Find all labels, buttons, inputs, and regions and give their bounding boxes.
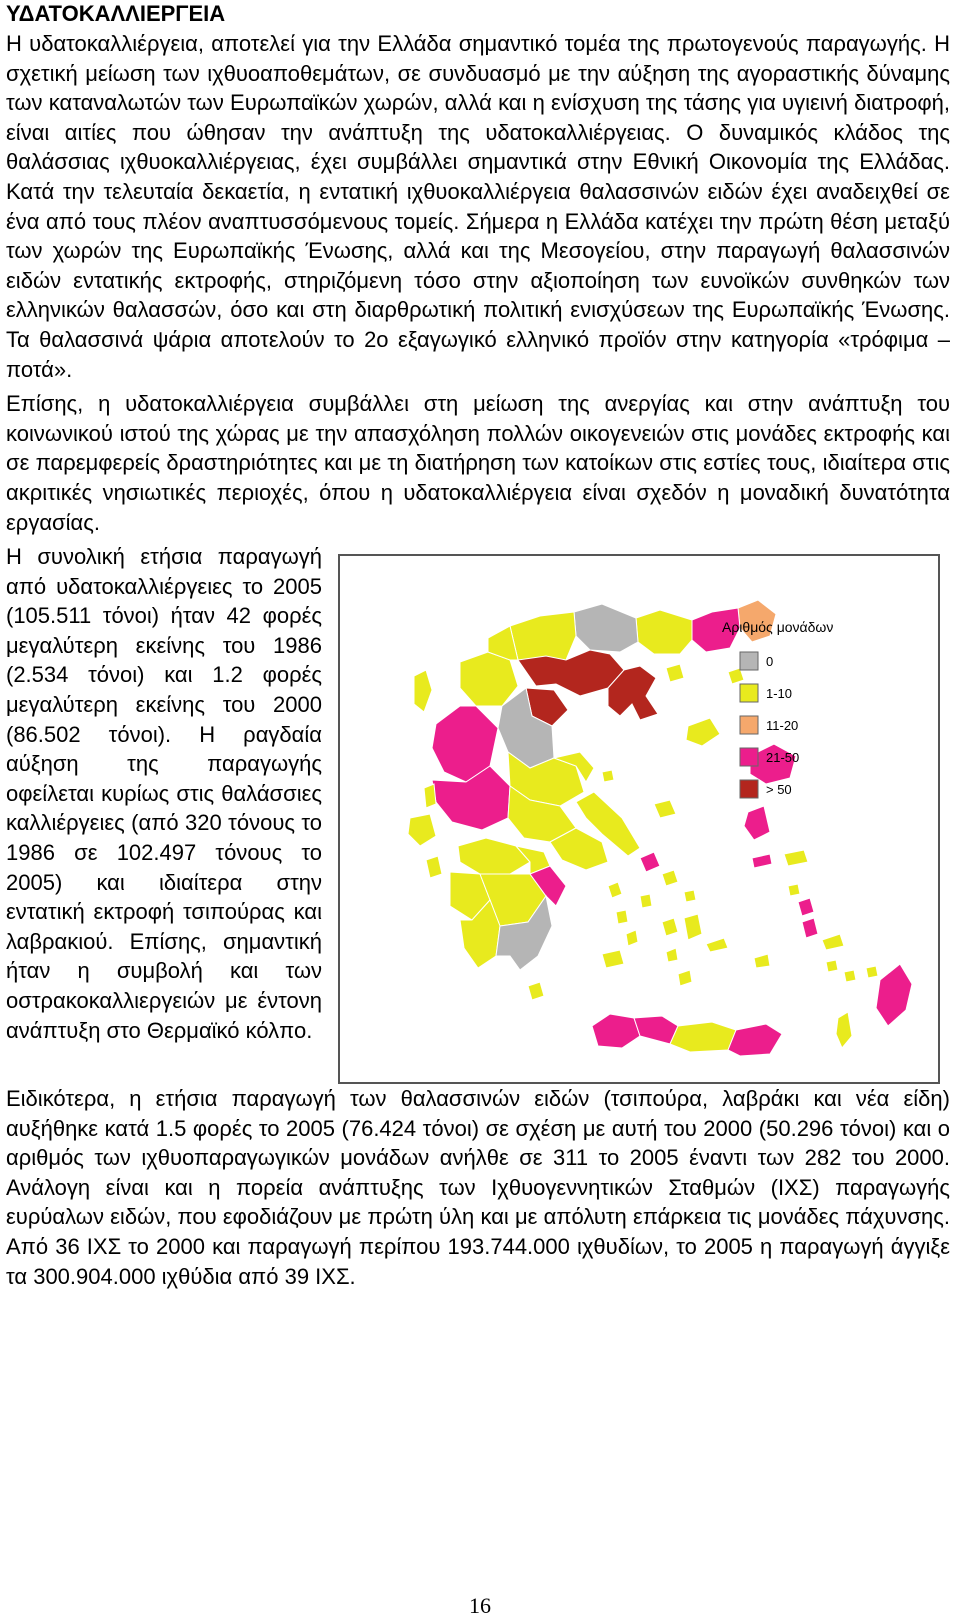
island-leros xyxy=(798,898,814,916)
greece-aquaculture-map xyxy=(338,554,940,1084)
island-karpathos xyxy=(836,1012,852,1048)
paragraph-production: Η συνολική ετήσια παραγωγή από υδατοκαλλιέργειες το 2005 (105.511 τόνοι) ήταν 42 φορές μεγαλύτερη εκείνης του 1986 (2.534 τόνοι) και 1.2 φορές μεγαλύτερη εκείνης του 2000 (86.502 τόνοι). Η ραγδαία αύξηση της παραγωγής οφείλεται κυρίως στις θαλάσσιες καλλιέργειες (από 320 τόνους το 1986 σε 102.497 τόνους το 2005) και ιδιαίτερα στην εντατική εκτροφή τσιπούρας και λαβρακιού. Επίσης, σημαντική ήταν η συμβολή και των οστρακοκαλλιεργειών με έντονη ανάπτυξη στο Θερμαϊκό κόλπο. xyxy=(6,544,322,1043)
island-lefkada xyxy=(424,784,436,808)
legend-swatch-2 xyxy=(740,716,758,734)
region-macedonia-central xyxy=(574,604,638,652)
island-symi xyxy=(866,966,878,978)
page-number: 16 xyxy=(469,1593,491,1618)
island-syros xyxy=(640,894,652,908)
region-crete-heraklion xyxy=(670,1022,736,1052)
island-thasos xyxy=(666,664,684,682)
island-andros xyxy=(640,852,660,872)
legend-label-1: 1-10 xyxy=(766,686,793,702)
island-milos xyxy=(602,950,624,968)
island-tinos xyxy=(662,870,678,886)
legend-label-0: 0 xyxy=(766,654,774,670)
island-mykonos xyxy=(684,890,696,902)
paragraph-marine-species: Ειδικότερα, η ετήσια παραγωγή των θαλασσινών ειδών (τσιπούρα, λαβράκι και νέα είδη) αυξήθηκε κατά 1.5 φορές το 2005 (76.424 τόνοι) σε σχέση με αυτή του 2000 (50.296 τόνοι) και ο αριθμός των ιχθυοπαραγωγικών μονάδων ανήλθε σε 311 το 2005 έναντι των 282 του 2000. Ανάλογη είναι και η πορεία ανάπτυξης των Ιχθυογεννητικών Σταθμών (ΙΧΣ) παραγωγής ευρύαλων ειδών, που εφοδιάζουν με πρώτη ύλη και με απόλυτη επάρκεια τις μονάδες πάχυνσης. Από 36 ΙΧΣ το 2000 και παραγωγή περίπου 193.744.000 ιχθυδίων, το 2005 η παραγωγή άγγιξε τα 300.904.000 ιχθύδια από 39 ΙΧΣ. xyxy=(6,1086,950,1289)
legend-label-4: > 50 xyxy=(766,782,792,798)
legend-swatch-4 xyxy=(740,780,758,798)
island-kythira xyxy=(528,982,544,1000)
section-title: ΥΔΑΤΟΚΑΛΛΙΕΡΓΕΙΑ xyxy=(6,1,226,26)
island-zakynthos xyxy=(426,856,442,878)
legend-swatch-3 xyxy=(740,748,758,766)
legend-label-3: 21-50 xyxy=(766,750,800,766)
island-sifnos xyxy=(626,930,638,946)
island-kea xyxy=(608,882,622,898)
legend-label-2: 11-20 xyxy=(766,718,799,734)
legend-swatch-0 xyxy=(740,652,758,670)
island-skiathos xyxy=(602,770,614,782)
island-chios xyxy=(744,806,770,840)
legend-title: Αριθμός μονάδων xyxy=(722,619,834,636)
island-serifos xyxy=(616,910,628,924)
island-rhodes xyxy=(876,964,912,1026)
island-ios xyxy=(666,948,678,962)
island-astypalaia xyxy=(754,954,770,968)
island-naxos xyxy=(684,914,702,940)
region-crete-lasithi xyxy=(728,1024,782,1056)
island-skyros xyxy=(654,800,676,818)
document-page xyxy=(6,0,950,1291)
production-section xyxy=(6,542,950,1045)
island-patmos xyxy=(788,884,800,896)
island-kefalonia xyxy=(408,814,436,846)
island-nisyros xyxy=(826,960,838,972)
island-samos xyxy=(784,850,808,866)
paragraph-employment: Επίσης, η υδατοκαλλιέργεια συμβάλλει στη μείωση της ανεργίας και στην ανάπτυξη του κοινωνικού ιστού της χώρας με την απασχόληση πολλών οικογενειών στις μονάδες εκτροφής και σε παρεμφερείς δραστηριότητες και με τη διατήρηση των κατοίκων στις εστίες τους, ιδιαίτερα στις ακριτικές νησιωτικές περιοχές, όπου η υδατοκαλλιέργεια είναι σχεδόν η μοναδική δυνατότητα εργασίας. xyxy=(6,391,950,535)
paragraph-intro: Η υδατοκαλλιέργεια, αποτελεί για την Ελλάδα σημαντικό τομέα της πρωτογενούς παραγωγής. Η σχετική μείωση των ιχθυοαποθεμάτων, σε συνδυασμό με την αύξηση της αγοραστικής δύναμης των καταναλωτών των Ευρωπαϊκών χωρών, αλλά και η ενίσχυση της τάσης για υγιεινή διατροφή, είναι αιτίες που ώθησαν την ανάπτυξη της υδατοκαλλιέργειας. Ο δυναμικός κλάδος της θαλάσσιας ιχθυοκαλλιέργειας, έχει συμβάλλει σημαντικά στην Εθνική Οικονομία της Ελλάδας. Κατά την τελευταία δεκαετία, η εντατική ιχθυοκαλλιέργεια θαλασσινών ειδών έχει αναδειχθεί σε ένα από τους πλέον αναπτυσσόμενους τομείς. Σήμερα η Ελλάδα κατέχει την πρώτη θέση μεταξύ των χωρών της Ευρωπαϊκής Ένωσης, αλλά και της Μεσογείου, στην παραγωγή θαλασσινών ειδών εντατικής εκτροφής, στηριζόμενη τόσο στην αξιοποίηση των ευνοϊκών συνθηκών των ελληνικών θαλασσών, όσο και στη διαρθρωτική πολιτική ενισχύσεων της Ευρωπαϊκής Ένωσης. Τα θαλασσινά ψάρια αποτελούν το 2ο εξαγωγικό ελληνικό προϊόν στην κατηγορία «τρόφιμα – ποτά». xyxy=(6,31,950,382)
island-tilos xyxy=(844,970,856,982)
island-lemnos xyxy=(686,718,720,746)
island-santorini xyxy=(678,970,692,986)
region-achaia xyxy=(458,838,530,874)
region-macedonia-east xyxy=(636,610,692,654)
island-kos xyxy=(822,934,844,950)
island-amorgos xyxy=(706,938,728,952)
island-ikaria xyxy=(752,854,772,868)
legend-swatch-1 xyxy=(740,684,758,702)
island-corfu xyxy=(414,670,432,712)
island-paros xyxy=(662,918,678,936)
island-kalymnos xyxy=(802,918,818,938)
map-svg xyxy=(340,556,938,1082)
region-crete-west xyxy=(592,1014,640,1048)
